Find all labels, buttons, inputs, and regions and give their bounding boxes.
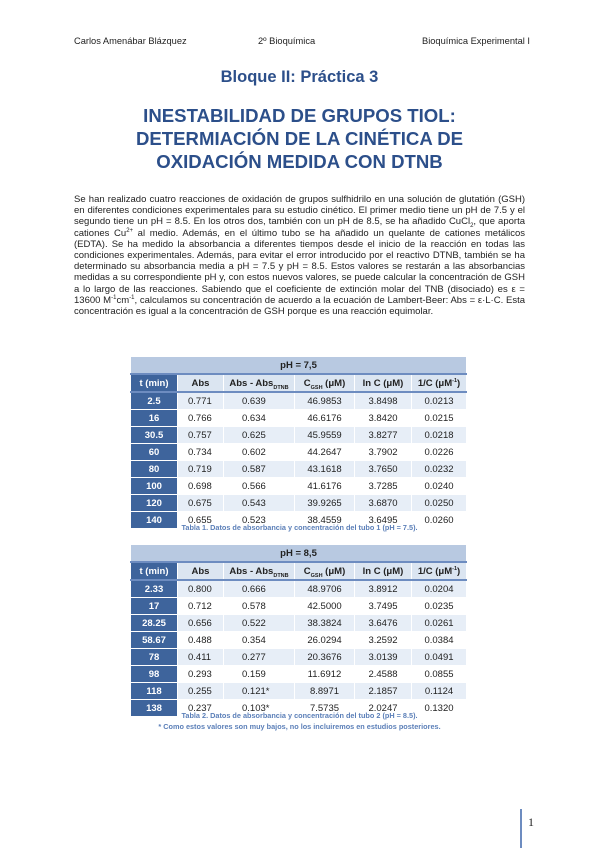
page-number: 1 xyxy=(528,815,534,829)
value-cell: 38.3824 xyxy=(295,615,355,632)
col-header-inverse: 1/C $(\mu M^{-1})$ xyxy=(412,374,467,392)
value-cell: 3.8912 xyxy=(355,580,412,598)
table-row xyxy=(131,580,467,598)
value-cell: 0.543 xyxy=(224,495,295,512)
value-cell: 0.522 xyxy=(224,615,295,632)
value-cell: 0.639 xyxy=(224,392,295,410)
time-cell: 100 xyxy=(131,478,178,495)
value-cell: 0.255 xyxy=(178,683,224,700)
value-cell: 0.0232 xyxy=(412,461,467,478)
table-row xyxy=(131,598,467,615)
table-title: pH = 7,5 xyxy=(131,357,467,375)
value-cell: 45.9559 xyxy=(295,427,355,444)
value-cell: 0.1320 xyxy=(412,700,467,717)
title-line: OXIDACIÓN MEDIDA CON DTNB xyxy=(156,151,443,172)
value-cell: 0.0261 xyxy=(412,615,467,632)
header-author: Carlos Amenábar Blázquez xyxy=(74,36,187,46)
time-cell: 140 xyxy=(131,512,178,529)
value-cell: 3.7285 xyxy=(355,478,412,495)
value-cell: 3.8498 xyxy=(355,392,412,410)
table-row xyxy=(131,478,467,495)
table-row xyxy=(131,495,467,512)
value-cell: 0.712 xyxy=(178,598,224,615)
page-number-rule xyxy=(520,809,522,848)
value-cell: 0.698 xyxy=(178,478,224,495)
value-cell: 0.625 xyxy=(224,427,295,444)
value-cell: 0.0260 xyxy=(412,512,467,529)
value-cell: 3.6870 xyxy=(355,495,412,512)
value-cell: 3.0139 xyxy=(355,649,412,666)
value-cell: 3.2592 xyxy=(355,632,412,649)
value-cell: 0.277 xyxy=(224,649,295,666)
col-header-inverse: 1/C $(\mu M^{-1})$ xyxy=(412,562,467,580)
value-cell: 0.771 xyxy=(178,392,224,410)
time-cell: 118 xyxy=(131,683,178,700)
value-cell: 0.602 xyxy=(224,444,295,461)
table-caption: Tabla 1. Datos de absorbancia y concentración del tubo 1 (pH = 7.5). xyxy=(181,523,418,532)
table-row xyxy=(131,666,467,683)
value-cell: 0.675 xyxy=(178,495,224,512)
value-cell: 0.578 xyxy=(224,598,295,615)
value-cell: 0.0240 xyxy=(412,478,467,495)
header-course: 2º Bioquímica xyxy=(258,36,316,46)
value-cell: 43.1618 xyxy=(295,461,355,478)
table-row xyxy=(131,615,467,632)
value-cell: 20.3676 xyxy=(295,649,355,666)
value-cell: 0.666 xyxy=(224,580,295,598)
time-cell: 80 xyxy=(131,461,178,478)
value-cell: 3.6476 xyxy=(355,615,412,632)
col-header-abs: Abs xyxy=(178,562,224,580)
value-cell: 3.7902 xyxy=(355,444,412,461)
value-cell: 0.354 xyxy=(224,632,295,649)
value-cell: 0.411 xyxy=(178,649,224,666)
value-cell: 0.1124 xyxy=(412,683,467,700)
value-cell: 0.293 xyxy=(178,666,224,683)
value-cell: 0.0491 xyxy=(412,649,467,666)
value-cell: 44.2647 xyxy=(295,444,355,461)
value-cell: 0.0215 xyxy=(412,410,467,427)
time-cell: 98 xyxy=(131,666,178,683)
data-table-ph85 xyxy=(130,544,467,717)
value-cell: 2.0247 xyxy=(355,700,412,717)
title-line: INESTABILIDAD DE GRUPOS TIOL: xyxy=(143,105,456,126)
col-header-time: t (min) xyxy=(131,374,178,392)
value-cell: 3.8277 xyxy=(355,427,412,444)
value-cell: 0.800 xyxy=(178,580,224,598)
value-cell: 3.7650 xyxy=(355,461,412,478)
value-cell: 0.734 xyxy=(178,444,224,461)
table-row xyxy=(131,392,467,410)
value-cell: 26.0294 xyxy=(295,632,355,649)
value-cell: 0.0855 xyxy=(412,666,467,683)
col-header-abs-corrected: Abs - Abs$_{DTNB}$ xyxy=(224,374,295,392)
col-header-lnc: ln C (μM) xyxy=(355,374,412,392)
value-cell: 3.8420 xyxy=(355,410,412,427)
table-row xyxy=(131,427,467,444)
value-cell: 0.587 xyxy=(224,461,295,478)
value-cell: 0.488 xyxy=(178,632,224,649)
time-cell: 30.5 xyxy=(131,427,178,444)
value-cell: 38.4559 xyxy=(295,512,355,529)
table-row xyxy=(131,683,467,700)
data-table-ph75 xyxy=(130,356,467,529)
value-cell: 0.523 xyxy=(224,512,295,529)
table-title: pH = 8,5 xyxy=(131,545,467,563)
col-header-lnc: ln C (μM) xyxy=(355,562,412,580)
header-subject: Bioquímica Experimental I xyxy=(422,36,530,46)
table-row xyxy=(131,410,467,427)
time-cell: 78 xyxy=(131,649,178,666)
value-cell: 0.0235 xyxy=(412,598,467,615)
time-cell: 58.67 xyxy=(131,632,178,649)
document-title xyxy=(60,104,539,173)
time-cell: 2.5 xyxy=(131,392,178,410)
value-cell: 0.719 xyxy=(178,461,224,478)
time-cell: 16 xyxy=(131,410,178,427)
col-header-time: t (min) xyxy=(131,562,178,580)
value-cell: 2.1857 xyxy=(355,683,412,700)
value-cell: 0.0226 xyxy=(412,444,467,461)
time-cell: 138 xyxy=(131,700,178,717)
value-cell: 0.656 xyxy=(178,615,224,632)
title-line: DETERMIACIÓN DE LA CINÉTICA DE xyxy=(135,128,464,149)
intro-paragraph: Se han realizado cuatro reacciones de oxidación de grupos sulfhidrilo en una solución de glutatión (GSH) en diferentes condiciones experimentales para su estudio cinético. El primer medio tiene un pH de 7.5 y el segundo tiene un pH = 8.5. En los otros dos, también con un pH de 8.5, se ha añadido CuCl$_2$, que aporta cationes $Cu^{2+}$ al medio. Además, en el último tubo se ha añadido un quelante de cationes metálicos (EDTA). Se ha medido la absorbancia a diferentes tiempos desde el inicio de la reacción en todas las condiciones experimentales. Además, para evitar el error introducido por el reactivo DTNB, también se ha determinado su absorbancia media a pH = 7.5 y pH = 8.5. Estos valores se restarán a las absorbancias medidas a su correspondiente pH y, con estos nuevos valores, se puede calcular la concentración de GSH a lo largo de las reacciones. Sabiendo que el coeficiente de extinción molar del TNB (disociado) es ε = 13600 $M^{-1}cm^{-1}$, calculamos su concentración de acuerdo a la ecuación de Lambert-Beer: Abs = ε·L·C. Esta concentración es igual a la concentración de GSH porque es una reacción equimolar. xyxy=(74,194,525,318)
table-caption: Tabla 2. Datos de absorbancia y concentración del tubo 2 (pH = 8.5). xyxy=(181,711,418,720)
value-cell: 41.6176 xyxy=(295,478,355,495)
value-cell: 8.8971 xyxy=(295,683,355,700)
value-cell: 46.6176 xyxy=(295,410,355,427)
value-cell: 46.9853 xyxy=(295,392,355,410)
value-cell: 42.5000 xyxy=(295,598,355,615)
value-cell: 0.0250 xyxy=(412,495,467,512)
value-cell: 0.237 xyxy=(178,700,224,717)
table-row xyxy=(131,444,467,461)
value-cell: 39.9265 xyxy=(295,495,355,512)
value-cell: 0.766 xyxy=(178,410,224,427)
value-cell: 0.0204 xyxy=(412,580,467,598)
value-cell: 7.5735 xyxy=(295,700,355,717)
time-cell: 120 xyxy=(131,495,178,512)
col-header-abs-corrected: Abs - Abs$_{DTNB}$ xyxy=(224,562,295,580)
section-heading: Bloque II: Práctica 3 xyxy=(220,68,379,86)
value-cell: 0.159 xyxy=(224,666,295,683)
table-row xyxy=(131,461,467,478)
value-cell: 0.566 xyxy=(224,478,295,495)
time-cell: 28.25 xyxy=(131,615,178,632)
value-cell: 0.634 xyxy=(224,410,295,427)
col-header-conc: $C_{GSH}$ (μM) xyxy=(295,374,355,392)
table-row xyxy=(131,632,467,649)
value-cell: 3.6495 xyxy=(355,512,412,529)
value-cell: 0.0218 xyxy=(412,427,467,444)
time-cell: 2.33 xyxy=(131,580,178,598)
value-cell: 0.0213 xyxy=(412,392,467,410)
value-cell: 2.4588 xyxy=(355,666,412,683)
value-cell: 0.757 xyxy=(178,427,224,444)
col-header-abs: Abs xyxy=(178,374,224,392)
value-cell: 48.9706 xyxy=(295,580,355,598)
value-cell: 0.121* xyxy=(224,683,295,700)
time-cell: 17 xyxy=(131,598,178,615)
value-cell: 3.7495 xyxy=(355,598,412,615)
table-footnote: * Como estos valores son muy bajos, no los incluiremos en estudios posteriores. xyxy=(158,722,441,731)
value-cell: 0.655 xyxy=(178,512,224,529)
page-header xyxy=(74,36,530,50)
value-cell: 11.6912 xyxy=(295,666,355,683)
col-header-conc: $C_{GSH}$ (μM) xyxy=(295,562,355,580)
value-cell: 0.103* xyxy=(224,700,295,717)
value-cell: 0.0384 xyxy=(412,632,467,649)
time-cell: 60 xyxy=(131,444,178,461)
table-row xyxy=(131,649,467,666)
